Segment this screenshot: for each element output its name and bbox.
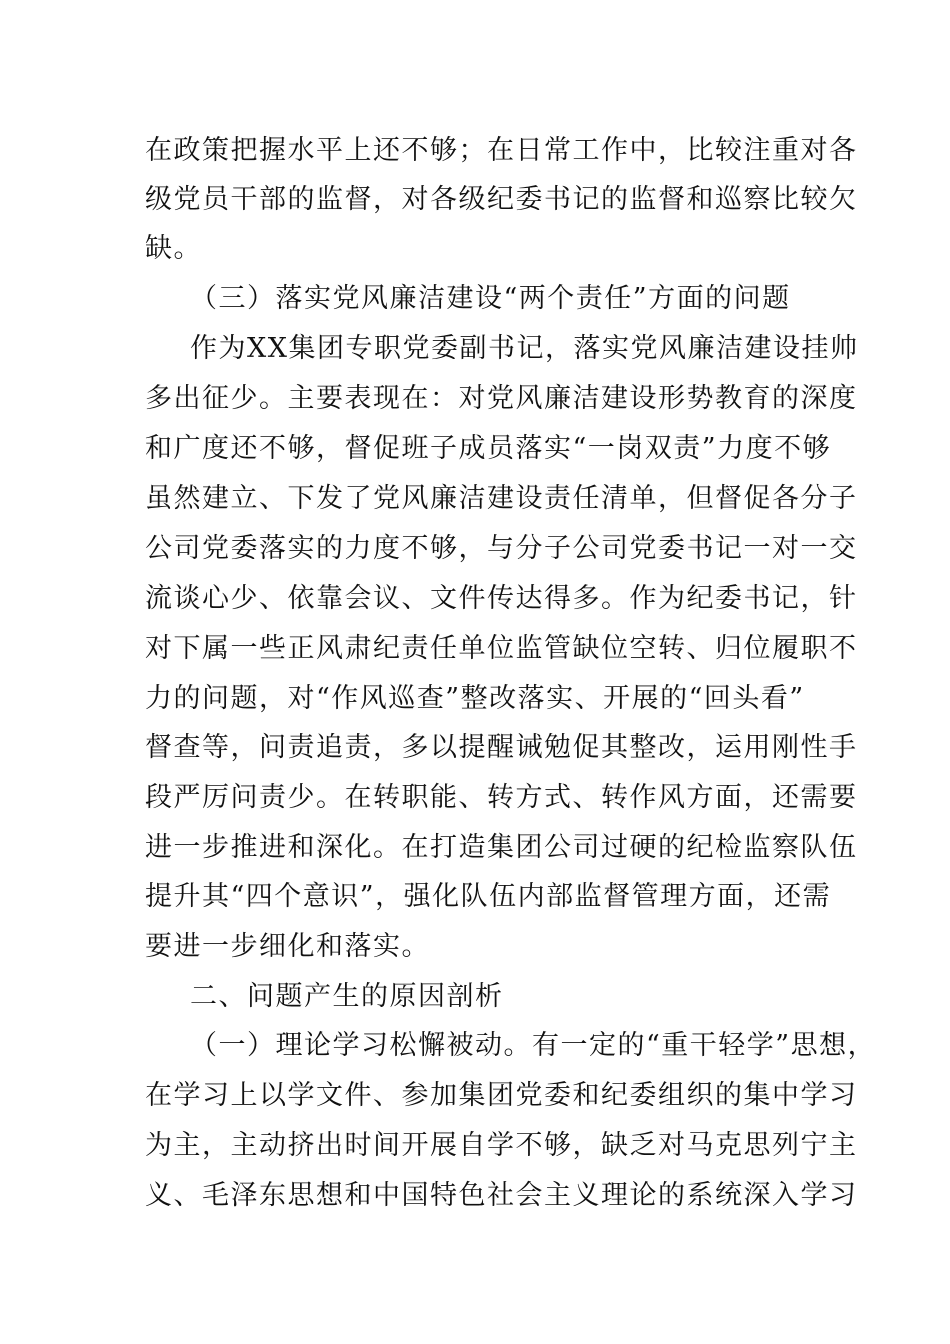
- text-line: 和广度还不够，督促班子成员落实“一岗双责”力度不够: [145, 433, 832, 464]
- section-heading: （三）落实党风廉洁建设“两个责任”方面的问题: [190, 283, 791, 314]
- section-heading: 二、问题产生的原因剖析: [190, 981, 504, 1012]
- text-line: 缺。: [145, 233, 202, 264]
- text-line: 义、毛泽东思想和中国特色社会主义理论的系统深入学习: [145, 1180, 858, 1211]
- text-line: 督查等，问责追责，多以提醒诫勉促其整改，运用刚性手: [145, 732, 858, 763]
- text-line: 对下属一些正风肃纪责任单位监管缺位空转、归位履职不: [145, 633, 858, 664]
- text-line: 作为XX集团专职党委副书记，落实党风廉洁建设挂帅: [190, 333, 859, 364]
- text-line: （一）理论学习松懈被动。有一定的“重干轻学”思想，: [190, 1030, 877, 1061]
- text-line: 力的问题，对“作风巡查”整改落实、开展的“回头看”: [145, 683, 805, 714]
- text-line: 级党员干部的监督，对各级纪委书记的监督和巡察比较欠: [145, 184, 858, 215]
- text-line: 流谈心少、依靠会议、文件传达得多。作为纪委书记，针: [145, 583, 858, 614]
- text-line: 多出征少。主要表现在：对党风廉洁建设形势教育的深度: [145, 383, 858, 414]
- text-line: 段严厉问责少。在转职能、转方式、转作风方面，还需要: [145, 782, 858, 813]
- text-line: 公司党委落实的力度不够，与分子公司党委书记一对一交: [145, 533, 858, 564]
- text-line: 虽然建立、下发了党风廉洁建设责任清单，但督促各分子: [145, 483, 858, 514]
- text-line: 为主，主动挤出时间开展自学不够，缺乏对马克思列宁主: [145, 1130, 858, 1161]
- text-line: 提升其“四个意识”，强化队伍内部监督管理方面，还需: [145, 881, 832, 912]
- text-line: 在学习上以学文件、参加集团党委和纪委组织的集中学习: [145, 1080, 858, 1111]
- text-line: 在政策把握水平上还不够；在日常工作中，比较注重对各: [145, 135, 858, 166]
- text-line: 进一步推进和深化。在打造集团公司过硬的纪检监察队伍: [145, 832, 858, 863]
- text-line: 要进一步细化和落实。: [145, 931, 430, 962]
